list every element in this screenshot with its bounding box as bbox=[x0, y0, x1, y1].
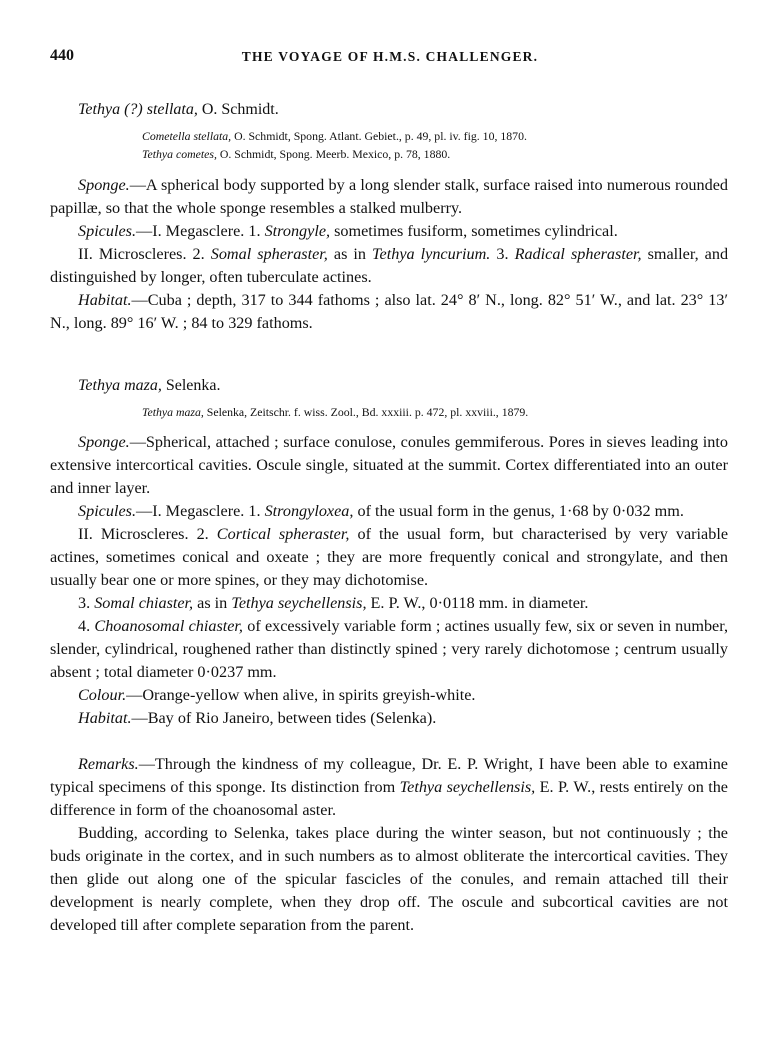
species-name: Tethya (?) stellata, bbox=[78, 101, 198, 118]
spicule-term: Somal chiaster, bbox=[94, 594, 194, 612]
spicule-term: Cortical spheraster, bbox=[216, 525, 350, 543]
synonym-name: Tethya maza, bbox=[142, 405, 204, 419]
item-text: 3. bbox=[78, 594, 91, 612]
sponge-label: Sponge. bbox=[78, 433, 130, 451]
habitat-label: Habitat. bbox=[78, 709, 132, 727]
habitat-text: —Cuba ; depth, 317 to 344 fathoms ; also lat. 24° 8′ N., long. 82° 51′ W., and lat. 23° 13′ N., long. 89° 16′ W. ; 84 to 329 fathoms. bbox=[50, 291, 728, 332]
spicules-text: of the usual form in the genus, 1·68 by 0·032 mm. bbox=[357, 502, 684, 520]
synonym-ref: O. Schmidt, Spong. Atlant. Gebiet., p. 49, pl. iv. fig. 10, 1870. bbox=[234, 129, 527, 143]
synonym-line bbox=[50, 403, 728, 421]
item-3-paragraph bbox=[50, 592, 728, 615]
sponge-text: —A spherical body supported by a long slender stalk, surface raised into numerous rounded papillæ, so that the whole sponge resembles a stalked mulberry. bbox=[50, 176, 728, 217]
micro-text: smaller, and distinguished by longer, often tuberculate actines. bbox=[50, 245, 729, 286]
remarks-label: Remarks. bbox=[78, 755, 139, 773]
item-text: 4. bbox=[78, 617, 91, 635]
spicules-paragraph bbox=[50, 220, 728, 243]
spicules-text: —I. Megasclere. 1. bbox=[136, 222, 261, 240]
item-text: as in bbox=[197, 594, 228, 612]
sponge-text: —Spherical, attached ; surface conulose, conules gemmiferous. Pores in sieves leading into extensive intercortical cavities. Oscule single, situated at the summit. Cortex differentiated into an outer and inner layer. bbox=[50, 433, 728, 497]
habitat-label: Habitat. bbox=[78, 291, 132, 309]
sponge-paragraph bbox=[50, 431, 728, 500]
item-4-paragraph bbox=[50, 615, 728, 684]
spicule-term: Choanosomal chiaster, bbox=[94, 617, 243, 635]
remarks-text: —Through the kindness of my colleague, Dr. E. P. Wright, I have been able to examine typical specimens of this sponge. Its distinction from bbox=[50, 755, 728, 796]
micro-text: II. Microscleres. 2. bbox=[78, 525, 209, 543]
page-number: 440 bbox=[50, 47, 74, 64]
species-title bbox=[50, 374, 728, 397]
spicules-label: Spicules. bbox=[78, 502, 136, 520]
species-ref: Tethya seychellensis, bbox=[399, 778, 536, 796]
spicule-term: Somal spheraster, bbox=[210, 245, 328, 263]
page-header bbox=[50, 44, 730, 68]
synonym-name: Tethya cometes, bbox=[142, 147, 217, 161]
synonym-line bbox=[50, 127, 728, 145]
habitat-text: —Bay of Rio Janeiro, between tides (Selenka). bbox=[131, 709, 437, 727]
colour-label: Colour. bbox=[78, 686, 127, 704]
spicules-paragraph bbox=[50, 500, 728, 523]
species-maza-section bbox=[50, 374, 728, 937]
habitat-paragraph bbox=[50, 707, 728, 730]
remarks-paragraph bbox=[50, 753, 728, 822]
budding-text: Budding, according to Selenka, takes place during the winter season, but not continuously ; the buds originate in the cortex, and in such numbers as to almost obliterate the intercortical cavities. They then glide out along one of the spicular fascicles of the conules, and remain attached till their development is nearly complete, when they drop off. The oscule and subcortical cavities are not developed till after complete separation from the parent. bbox=[50, 824, 728, 934]
synonym-name: Cometella stellata, bbox=[142, 129, 232, 143]
sponge-paragraph bbox=[50, 174, 728, 220]
species-name: Tethya maza, bbox=[78, 377, 162, 394]
synonym-ref: O. Schmidt, Spong. Meerb. Mexico, p. 78, 1880. bbox=[219, 147, 451, 161]
synonym-line bbox=[50, 145, 728, 163]
spicule-term: Strongyle, bbox=[264, 222, 331, 240]
budding-paragraph bbox=[50, 822, 728, 937]
habitat-paragraph bbox=[50, 289, 728, 335]
species-title bbox=[50, 98, 728, 121]
species-author: Selenka. bbox=[165, 377, 221, 394]
spicule-term: Radical spheraster, bbox=[514, 245, 642, 263]
synonym-ref: Selenka, Zeitschr. f. wiss. Zool., Bd. xxxiii. p. 472, pl. xxviii., 1879. bbox=[206, 405, 529, 419]
species-stellata-section bbox=[50, 98, 728, 335]
item-text: of excessively variable form ; actines usually few, six or seven in number, slender, cylindrical, roughened rather than distinctly spined ; very rarely dichotomose ; centrum usually absent ; total diameter 0·0237 mm. bbox=[50, 617, 729, 681]
spicules-text: —I. Megasclere. 1. bbox=[136, 502, 261, 520]
remarks-text: E. P. W., rests entirely on the difference in form of the choanosomal aster. bbox=[50, 778, 728, 819]
species-ref: Tethya lyncurium. bbox=[372, 245, 491, 263]
microscleres-paragraph bbox=[50, 243, 728, 289]
micro-text: of the usual form, but characterised by very variable actines, sometimes conical and oxeate ; they are more frequently conical and strongylate, and then usually bear one or more spines, or they may dichotomise. bbox=[50, 525, 729, 589]
sponge-label: Sponge. bbox=[78, 176, 130, 194]
spicules-text: sometimes fusiform, sometimes cylindrical. bbox=[334, 222, 618, 240]
micro-text: II. Microscleres. 2. bbox=[78, 245, 205, 263]
micro-text: as in bbox=[333, 245, 366, 263]
colour-text: —Orange-yellow when alive, in spirits greyish-white. bbox=[126, 686, 476, 704]
running-title: THE VOYAGE OF H.M.S. CHALLENGER. bbox=[241, 49, 539, 64]
spicules-label: Spicules. bbox=[78, 222, 136, 240]
species-author: O. Schmidt. bbox=[201, 101, 279, 118]
species-ref: Tethya seychellensis, bbox=[231, 594, 367, 612]
microscleres-paragraph bbox=[50, 523, 728, 592]
colour-paragraph bbox=[50, 684, 728, 707]
spicule-term: Strongyloxea, bbox=[264, 502, 354, 520]
micro-text: 3. bbox=[496, 245, 509, 263]
item-text: E. P. W., 0·0118 mm. in diameter. bbox=[370, 594, 589, 612]
